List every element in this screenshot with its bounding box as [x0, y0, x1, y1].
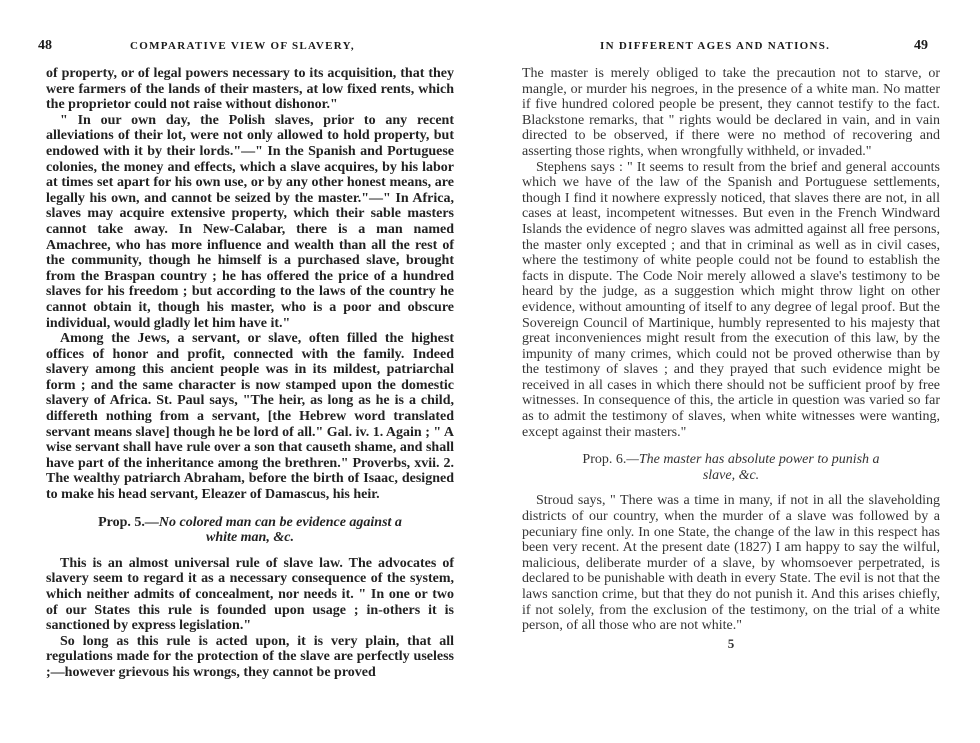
right-page — [490, 0, 980, 743]
right-paragraph-2: Stephens says : " It seems to result from the brief and general accounts which we have of the law of the Spanish and Portuguese settlements, though I find it nowhere expressly noticed, that slaves there are not, in all cases at least, incompetent witnesses. But even in the French Windward Islands the evidence of negro slaves was admitted against all free persons, the master only excepted ; and that in criminal as well as in civil cases, where the testimony of white people could not be found to establish the facts in dispute. The Code Noir merely allowed a slave's testimony to be heard by the judge, as a suggestion which might throw light on other evidence, without amounting of itself to any degree of legal proof. But the Sovereign Council of Martinique, humbly represented to his majesty that great inconveniences might result from the execution of this law, by the impunity of many crimes, which could not be proved otherwise than by the testimony of slaves ; and they prayed that such evidence might be received in all cases in which there should not be sufficient proof by free witnesses. In consequence of this, the article in question was varied so far as to admit the testimony of slaves, when white witnesses were wanting, except against their masters." — [522, 159, 940, 440]
proposition-6-label: Prop. 6. — [582, 452, 627, 468]
left-page-number: 48 — [38, 38, 52, 53]
left-paragraph-2: " In our own day, the Polish slaves, prior to any recent alleviations of their lot, were not only allowed to hold property, but endowed with it by their lords."—" In the Spanish and Portuguese colonies, the money and effects, which a slave acquires, by his labor at times set apart for his own use, or by any other honest means, are legally his own, and cannot be seized by the master."—" In Africa, slaves may acquire extensive property, which their sable masters cannot take away. In New-Calabar, there is a man named Amachree, who has more influence and wealth than all the rest of the community, though he himself is a purchased slave, brought from the Braspan country ; he has offered the price of a hundred slaves for his freedom ; but according to the laws of the country he cannot obtain it, though his master, who is a poor and obscure individual, would gladly let him have it." — [46, 112, 454, 331]
right-page-body — [522, 66, 940, 651]
proposition-6-title-line-2: slave, &c. — [702, 467, 760, 483]
proposition-6-heading — [522, 452, 940, 483]
left-paragraph-1: of property, or of legal powers necessary to its acquisition, that they were farmers of the lands of their masters, at low fixed rents, which the proprietor could not raise without dishonor." — [46, 66, 454, 113]
left-paragraph-3: Among the Jews, a servant, or slave, often filled the highest offices of honor and profit, connected with the family. Indeed slavery among this ancient people was in its mildest, patriarchal form ; and the same character is now stamped upon the domestic slavery of Africa. St. Paul says, "The heir, as long as he is a child, differeth nothing from a servant, [the Hebrew word translated servant means slave] though he be lord of all." Gal. iv. 1. Again ; " A wise servant shall have rule over a son that causeth shame, and shall have part of the inheritance among the brethren." Proverbs, xvii. 2. The wealthy patriarch Abraham, before the birth of Isaac, designed to make his head servant, Eleazer of Damascus, his heir. — [46, 331, 454, 503]
proposition-5-heading — [46, 515, 454, 546]
proposition-5-title-line-1: —No colored man can be evidence against a — [144, 514, 402, 530]
right-running-head: IN DIFFERENT AGES AND NATIONS. — [600, 40, 831, 52]
proposition-5-title-line-2: white man, &c. — [206, 530, 294, 546]
right-page-number: 49 — [914, 38, 928, 53]
left-paragraph-5: So long as this rule is acted upon, it is very plain, that all regulations made for the protection of the slave are perfectly useless ;—however grievous his wrongs, they cannot be proved — [46, 633, 454, 680]
left-paragraph-4: This is an almost universal rule of slave law. The advocates of slavery seem to regard it as a necessary consequence of the system, which neither admits of concealment, nor needs it. " In one or two of our States this rule is founded upon usage ; in-others it is sanctioned by express legislation." — [46, 555, 454, 634]
signature-mark: 5 — [727, 635, 735, 651]
proposition-5-label: Prop. 5. — [98, 514, 145, 530]
proposition-6-title-line-1: —The master has absolute power to punish a — [626, 452, 880, 468]
left-page-body — [46, 66, 454, 681]
left-running-head: COMPARATIVE VIEW OF SLAVERY, — [130, 40, 355, 52]
right-paragraph-3: Stroud says, " There was a time in many, if not in all the slaveholding districts of our country, when the murder of a slave was followed by a pecuniary fine only. In one State, the change of the law in this respect has been very recent. At the present date (1827) I am happy to say the wilful, malicious, deliberate murder of a slave, by whomsoever perpetrated, is declared to be punishable with death in every State. The evil is not that the laws sanction crime, but that they do not punish it. And this arises chiefly, if not solely, from the exclusion of the testimony, on the trial of a white person, of all those who are not white." — [522, 493, 940, 634]
right-paragraph-1: The master is merely obliged to take the precaution not to starve, or mangle, or murder his negroes, in the presence of a white man. No matter if five hundred colored people be present, they cannot testify to the fact. Blackstone remarks, that " rights would be declared in vain, and in vain directed to be observed, if there were no method of recovering and asserting those rights, when wrongfully withheld, or invaded." — [522, 66, 940, 159]
